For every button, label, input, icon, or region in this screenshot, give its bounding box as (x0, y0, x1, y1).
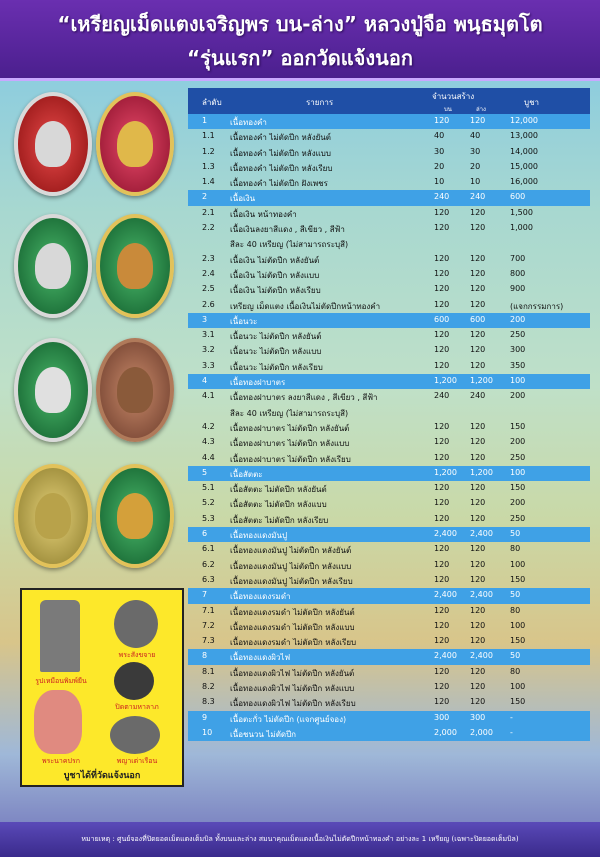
table-row (188, 481, 590, 496)
cell-name: เนื้อทองคำ ไม่ตัดปีก หลังยันต์ (230, 133, 331, 143)
cell-up: 120 (434, 666, 450, 676)
cell-no: 2.4 (202, 268, 215, 278)
cell-price: 80 (510, 666, 521, 676)
cell-up: 120 (434, 559, 450, 569)
cell-down: 240 (470, 391, 486, 401)
cell-no: 2.6 (202, 299, 215, 309)
cell-price: 900 (510, 284, 526, 294)
header-banner (0, 0, 600, 81)
footer-note: หมายเหตุ : ศูนย์จองที่ปิดยอดเม็ดแตงเต็มบิล ทั้งบนและล่าง สมนาคุณเม็ดแตงเนื้อเงินไม่ตัดปีกหน้าทองคำ อย่างละ 1 เหรียญ (เฉพาะปิดยอดเต็มบิล) (0, 822, 600, 857)
cell-down: 300 (470, 712, 486, 722)
cell-no: 3 (202, 314, 208, 324)
cell-down: 120 (470, 681, 486, 691)
table-row (188, 604, 590, 619)
cell-price: 600 (510, 192, 526, 202)
table-row (188, 527, 590, 542)
cell-up: 40 (434, 131, 445, 141)
cell-down: 600 (470, 314, 486, 324)
medal-gold-green (96, 214, 174, 318)
cell-name: เนื้อนวะ (230, 316, 258, 326)
table-header (188, 88, 590, 114)
cell-name: เนื้อสัตตะ ไม่ตัดปีก หลังเรียบ (230, 515, 329, 525)
cell-up: 120 (434, 268, 450, 278)
table-row (188, 711, 590, 726)
cell-name: เนื้อทองฝาบาตร (230, 378, 286, 388)
cell-no: 4.4 (202, 452, 215, 462)
table-body (188, 114, 590, 741)
cell-price: 800 (510, 268, 526, 278)
cell-up: 1,200 (434, 376, 457, 386)
cell-up: 120 (434, 299, 450, 309)
table-row (188, 374, 590, 389)
cell-up: 120 (434, 360, 450, 370)
cell-up: 20 (434, 161, 445, 171)
cell-down: 120 (470, 253, 486, 263)
cell-down: 120 (470, 345, 486, 355)
cell-price: 80 (510, 544, 521, 554)
cell-down: 240 (470, 192, 486, 202)
table-row (188, 129, 590, 144)
cell-no: 2.1 (202, 207, 215, 217)
cell-down: 120 (470, 544, 486, 554)
cell-name: เนื้อสัตตะ ไม่ตัดปีก หลังแบบ (230, 500, 327, 510)
cell-name: เนื้อทองฝาบาตร ไม่ตัดปีก หลังแบบ (230, 439, 350, 449)
table-row (188, 558, 590, 573)
table-row (188, 542, 590, 557)
cell-down: 120 (470, 116, 486, 125)
cell-name: เนื้อทองแดงผิวไฟ ไม่ตัดปีก หลังยันต์ (230, 668, 355, 678)
table-row (188, 221, 590, 236)
cell-down: 120 (470, 666, 486, 676)
cell-no: 1.1 (202, 131, 215, 141)
cell-price: 200 (510, 391, 526, 401)
cell-no: 3.3 (202, 360, 215, 370)
cell-down: 2,400 (470, 529, 493, 539)
cell-down: 2,400 (470, 651, 493, 661)
medal-silver-red (14, 92, 92, 196)
cell-down: 120 (470, 636, 486, 646)
cell-price: 150 (510, 483, 526, 493)
cell-up: 120 (434, 116, 450, 125)
cell-up: 2,000 (434, 727, 457, 737)
table-row (188, 145, 590, 160)
table-row (188, 420, 590, 435)
cell-name: เนื้อนวะ ไม่ตัดปีก หลังยันต์ (230, 332, 322, 342)
table-row (188, 496, 590, 511)
cell-down: 20 (470, 161, 481, 171)
cell-price: 50 (510, 651, 521, 661)
table-row (188, 175, 590, 190)
cell-name: เนื้อสัตตะ (230, 469, 263, 479)
standing-amulet-image (40, 600, 80, 672)
cell-no: 1 (202, 116, 208, 125)
cell-no: 8 (202, 651, 208, 661)
cell-no: 3.1 (202, 330, 215, 340)
table-row (188, 298, 590, 313)
table-row (188, 359, 590, 374)
cell-price: 200 (510, 314, 526, 324)
cell-name: เนื้อทองฝาบาตร ลงยาสีแดง , สีเขียว , สีฟ้า (230, 393, 378, 403)
cell-price: 250 (510, 452, 526, 462)
cell-name: เนื้อเงินลงยาสีแดง , สีเขียว , สีฟ้า (230, 225, 345, 235)
medal-silver-green (14, 214, 92, 318)
cell-name: เนื้อทองคำ ไม่ตัดปีก ฝังเพชร (230, 179, 328, 189)
amulet-label-turtle: พญาเต่าเรือน (116, 757, 158, 765)
cell-price: 50 (510, 590, 521, 600)
cell-no: 4.2 (202, 421, 215, 431)
cell-no: 2 (202, 192, 208, 202)
cell-no: 10 (202, 727, 213, 737)
table-row (188, 512, 590, 527)
cell-no: 5.3 (202, 513, 215, 523)
cell-no: 6 (202, 529, 208, 539)
cell-up: 120 (434, 483, 450, 493)
cell-price: 100 (510, 467, 526, 477)
cell-price: 16,000 (510, 177, 538, 187)
cell-up: 240 (434, 192, 450, 202)
cell-no: 2.5 (202, 284, 215, 294)
cell-down: 10 (470, 177, 481, 187)
cell-name: เนื้อทองแดงรมดำ ไม่ตัดปีก หลังยันต์ (230, 607, 355, 617)
cell-up: 120 (434, 636, 450, 646)
cell-up: 120 (434, 421, 450, 431)
cell-price: 100 (510, 559, 526, 569)
sangkajai-image (114, 600, 158, 648)
table-row (188, 267, 590, 282)
cell-name: เหรียญ เม็ดแตง เนื้อเงินไม่ตัดปีกหน้าทองคำ (230, 301, 381, 311)
table-row (188, 573, 590, 588)
cell-down: 120 (470, 483, 486, 493)
cell-down: 120 (470, 620, 486, 630)
cell-name: เนื้อชนวน ไม่ตัดปีก (230, 729, 297, 739)
cell-up: 1,200 (434, 467, 457, 477)
cell-up: 2,400 (434, 590, 457, 600)
cell-price: 150 (510, 697, 526, 707)
cell-price: 150 (510, 636, 526, 646)
cell-name: สีละ 40 เหรียญ (ไม่สามารถระบุสี) (230, 240, 349, 250)
cell-down: 120 (470, 299, 486, 309)
cell-up: 120 (434, 437, 450, 447)
table-row (188, 114, 590, 129)
table-row (188, 389, 590, 404)
cell-down: 120 (470, 605, 486, 615)
cell-price: 100 (510, 376, 526, 386)
turtle-amulet-image (110, 716, 160, 754)
table-row (188, 680, 590, 695)
medal-gold-green-2 (96, 464, 174, 568)
medal-silver-enamel (14, 338, 92, 442)
amulet-label-sangkajai: พระสังขจาย (118, 651, 156, 659)
cell-price: 150 (510, 574, 526, 584)
cell-price: 50 (510, 529, 521, 539)
cell-down: 120 (470, 437, 486, 447)
cell-price: 15,000 (510, 161, 538, 171)
cell-name: เนื้อทองแดงมันปู ไม่ตัดปีก หลังยันต์ (230, 546, 352, 556)
table-row (188, 190, 590, 205)
cell-up: 300 (434, 712, 450, 722)
cell-down: 120 (470, 498, 486, 508)
cell-up: 30 (434, 146, 445, 156)
cell-no: 1.2 (202, 146, 215, 156)
table-row (188, 313, 590, 328)
medal-brass (14, 464, 92, 568)
cell-up: 120 (434, 284, 450, 294)
cell-down: 40 (470, 131, 481, 141)
header-up: บน (444, 106, 452, 113)
cell-name: เนื้อเงิน ไม่ตัดปีก หลังเรียบ (230, 286, 321, 296)
cell-up: 240 (434, 391, 450, 401)
cell-up: 120 (434, 498, 450, 508)
cell-down: 2,000 (470, 727, 493, 737)
cell-down: 1,200 (470, 376, 493, 386)
cell-price: 13,000 (510, 131, 538, 141)
cell-name: เนื้อทองคำ ไม่ตัดปีก หลังแบบ (230, 148, 331, 158)
cell-down: 120 (470, 284, 486, 294)
cell-no: 3.2 (202, 345, 215, 355)
table-row (188, 649, 590, 664)
amulet-label-pidta: ปิดตามหาลาภ (115, 703, 159, 711)
cell-no: 6.2 (202, 559, 215, 569)
cell-name: สีละ 40 เหรียญ (ไม่สามารถระบุสี) (230, 408, 349, 418)
cell-down: 2,400 (470, 590, 493, 600)
table-row (188, 252, 590, 267)
cell-up: 120 (434, 620, 450, 630)
cell-name: เนื้อตะกั่ว ไม่ตัดปีก (แจกศูนย์จอง) (230, 714, 347, 724)
header-down: ล่าง (476, 106, 486, 113)
cell-no: 4 (202, 376, 208, 386)
cell-up: 120 (434, 223, 450, 233)
table-row (188, 160, 590, 175)
table-row (188, 466, 590, 481)
amulet-footer: บูชาได้ที่วัดแจ้งนอก (63, 771, 141, 781)
cell-up: 120 (434, 452, 450, 462)
cell-down: 120 (470, 697, 486, 707)
table-row (188, 665, 590, 680)
cell-price: 100 (510, 620, 526, 630)
cell-no: 4.1 (202, 391, 215, 401)
cell-no: 6.1 (202, 544, 215, 554)
cell-up: 120 (434, 253, 450, 263)
cell-up: 2,400 (434, 651, 457, 661)
cell-down: 120 (470, 223, 486, 233)
table-row (188, 282, 590, 297)
amulet-label-standing: รูปเหมือนพิมพ์ยืน (35, 677, 87, 685)
cell-price: - (510, 712, 513, 722)
cell-no: 8.3 (202, 697, 215, 707)
table-row (188, 328, 590, 343)
medal-gold-red (96, 92, 174, 196)
table-row (188, 634, 590, 649)
table-row (188, 405, 590, 420)
cell-price: (แจกกรรมการ) (510, 301, 564, 311)
cell-name: เนื้อเงิน (230, 194, 256, 204)
cell-no: 5.1 (202, 483, 215, 493)
table-row (188, 451, 590, 466)
cell-up: 120 (434, 605, 450, 615)
cell-name: เนื้อนวะ ไม่ตัดปีก หลังแบบ (230, 347, 322, 357)
table-row (188, 206, 590, 221)
cell-price: 12,000 (510, 116, 538, 125)
cell-up: 120 (434, 330, 450, 340)
table-row (188, 588, 590, 603)
cell-price: 250 (510, 513, 526, 523)
cell-price: 14,000 (510, 146, 538, 156)
cell-down: 1,200 (470, 467, 493, 477)
cell-name: เนื้อทองแดงผิวไฟ ไม่ตัดปีก หลังแบบ (230, 683, 355, 693)
cell-no: 6.3 (202, 574, 215, 584)
amulet-label-naga: พระนาคปรก (42, 757, 80, 765)
table-row (188, 343, 590, 358)
cell-down: 30 (470, 146, 481, 156)
cell-name: เนื้อทองคำ ไม่ตัดปีก หลังเรียบ (230, 163, 333, 173)
cell-name: เนื้อทองแดงผิวไฟ (230, 653, 291, 663)
cell-up: 120 (434, 697, 450, 707)
cell-no: 7.3 (202, 636, 215, 646)
cell-name: เนื้อทองคำ (230, 118, 267, 127)
cell-name: เนื้อสัตตะ ไม่ตัดปีก หลังยันต์ (230, 485, 327, 495)
cell-up: 120 (434, 345, 450, 355)
cell-down: 120 (470, 268, 486, 278)
cell-no: 5.2 (202, 498, 215, 508)
cell-no: 2.3 (202, 253, 215, 263)
cell-price: 1,000 (510, 223, 533, 233)
cell-no: 2.2 (202, 223, 215, 233)
cell-up: 600 (434, 314, 450, 324)
cell-no: 7 (202, 590, 208, 600)
cell-up: 120 (434, 544, 450, 554)
cell-name: เนื้อทองแดงรมดำ ไม่ตัดปีก หลังเรียบ (230, 638, 357, 648)
cell-price: 300 (510, 345, 526, 355)
page-title: “เหรียญเม็ดแตงเจริญพร บน-ล่าง” หลวงปู่จือ พนฺธมุตโต (57, 12, 543, 36)
cell-name: เนื้อทองแดงรมดำ ไม่ตัดปีก หลังแบบ (230, 622, 355, 632)
cell-up: 120 (434, 207, 450, 217)
cell-name: เนื้อเงิน ไม่ตัดปีก หลังยันต์ (230, 255, 320, 265)
header-no: ลำดับ (202, 98, 222, 107)
header-price: บูชา (524, 98, 539, 107)
cell-down: 120 (470, 574, 486, 584)
cell-price: 700 (510, 253, 526, 263)
cell-price: 150 (510, 421, 526, 431)
cell-no: 1.3 (202, 161, 215, 171)
cell-name: เนื้อทองฝาบาตร ไม่ตัดปีก หลังเรียบ (230, 454, 351, 464)
cell-no: 9 (202, 712, 208, 722)
amulet-panel (20, 588, 184, 787)
cell-price: 200 (510, 498, 526, 508)
cell-no: 7.1 (202, 605, 215, 615)
cell-down: 120 (470, 452, 486, 462)
cell-up: 10 (434, 177, 445, 187)
header-qty: จำนวนสร้าง (432, 92, 475, 101)
cell-name: เนื้อทองฝาบาตร ไม่ตัดปีก หลังยันต์ (230, 423, 350, 433)
cell-price: 200 (510, 437, 526, 447)
cell-up: 120 (434, 681, 450, 691)
cell-down: 120 (470, 330, 486, 340)
cell-up: 120 (434, 513, 450, 523)
cell-name: เนื้อทองแดงมันปู ไม่ตัดปีก หลังเรียบ (230, 576, 353, 586)
cell-no: 5 (202, 467, 208, 477)
cell-down: 120 (470, 513, 486, 523)
cell-up: 120 (434, 574, 450, 584)
cell-no: 7.2 (202, 620, 215, 630)
cell-down: 120 (470, 421, 486, 431)
header-name: รายการ (306, 98, 334, 107)
cell-no: 8.2 (202, 681, 215, 691)
cell-name: เนื้อเงิน ไม่ตัดปีก หลังแบบ (230, 270, 320, 280)
cell-no: 1.4 (202, 177, 215, 187)
cell-name: เนื้อทองแดงมันปู ไม่ตัดปีก หลังแบบ (230, 561, 352, 571)
table-row (188, 695, 590, 710)
cell-down: 120 (470, 559, 486, 569)
cell-name: เนื้อทองแดงมันปู (230, 531, 288, 541)
pidta-image (114, 662, 154, 700)
price-table (188, 88, 590, 741)
cell-price: 100 (510, 681, 526, 691)
page-subtitle: “รุ่นแรก” ออกวัดแจ้งนอก (187, 46, 413, 70)
naga-amulet-image (34, 690, 82, 754)
table-row (188, 435, 590, 450)
cell-down: 120 (470, 360, 486, 370)
cell-price: 250 (510, 330, 526, 340)
table-row (188, 236, 590, 251)
cell-down: 120 (470, 207, 486, 217)
cell-name: เนื้อทองแดงผิวไฟ ไม่ตัดปีก หลังเรียบ (230, 699, 356, 709)
cell-up: 2,400 (434, 529, 457, 539)
cell-name: เนื้อนวะ ไม่ตัดปีก หลังเรียบ (230, 362, 323, 372)
cell-name: เนื้อทองแดงรมดำ (230, 592, 291, 602)
cell-no: 4.3 (202, 437, 215, 447)
table-row (188, 619, 590, 634)
table-row (188, 726, 590, 741)
medal-copper (96, 338, 174, 442)
cell-no: 8.1 (202, 666, 215, 676)
cell-price: 350 (510, 360, 526, 370)
cell-price: - (510, 727, 513, 737)
cell-price: 80 (510, 605, 521, 615)
cell-price: 1,500 (510, 207, 533, 217)
cell-name: เนื้อเงิน หน้าทองคำ (230, 209, 297, 219)
